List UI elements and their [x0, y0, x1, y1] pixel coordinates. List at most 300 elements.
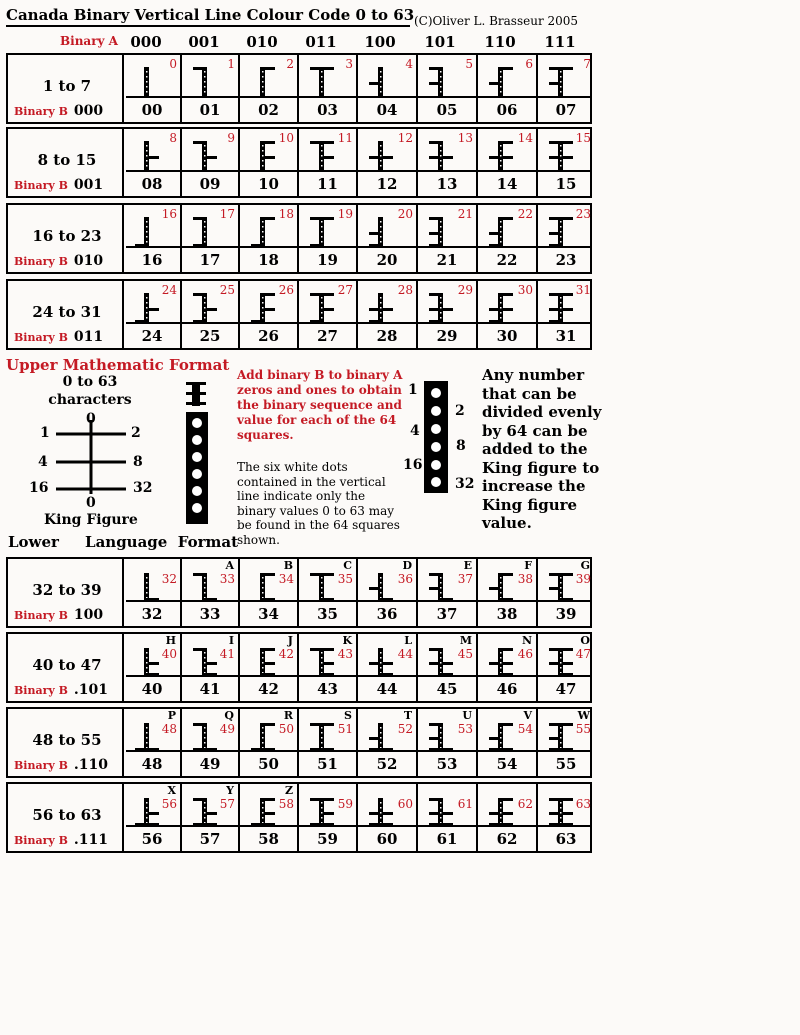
red-value-label: 56 [161, 797, 177, 811]
code-cell [299, 281, 356, 322]
code-cell [418, 129, 476, 170]
upper-format-heading: Upper Mathematic Format [6, 356, 230, 374]
decimal-value: 12 [376, 175, 398, 193]
code-cell [182, 559, 238, 600]
decimal-value: 52 [376, 755, 398, 773]
decimal-value: 55 [555, 755, 577, 773]
letter-label: X [167, 784, 176, 797]
code-cell [358, 129, 416, 170]
decimal-value: 51 [317, 755, 338, 773]
red-value-label: 7 [583, 57, 591, 71]
red-value-label: 20 [397, 207, 413, 221]
decimal-value: 02 [258, 101, 279, 119]
red-value-label: 21 [457, 207, 473, 221]
red-value-label: 26 [278, 283, 294, 297]
red-value-label: 63 [575, 797, 591, 811]
letter-label: P [167, 709, 176, 722]
decimal-value: 17 [199, 251, 221, 269]
binary-glyph-icon [486, 213, 522, 249]
binary-a-header: 101 [424, 33, 456, 51]
red-value-label: 50 [278, 722, 294, 736]
letter-label: Z [284, 784, 293, 797]
binary-b-bits: .110 [73, 757, 109, 773]
letter-label: V [523, 709, 532, 722]
red-value-label: 52 [397, 722, 413, 736]
letter-label: F [524, 559, 532, 572]
decimal-value: 57 [199, 830, 221, 848]
red-value-label: 55 [575, 722, 591, 736]
code-cell [478, 634, 536, 675]
code-cell [418, 709, 476, 750]
code-block [6, 557, 592, 628]
dot-weight-4: 4 [410, 423, 420, 439]
red-value-label: 8 [169, 131, 177, 145]
red-value-label: 9 [227, 131, 235, 145]
decimal-value: 13 [436, 175, 458, 193]
binary-glyph-icon [486, 137, 522, 173]
code-block [6, 707, 592, 778]
binary-b-bits: .111 [73, 832, 109, 848]
copyright: (C)Oliver L. Brasseur 2005 [414, 14, 579, 28]
letter-label: E [463, 559, 472, 572]
decimal-value: 48 [141, 755, 163, 773]
code-cell [240, 559, 297, 600]
decimal-value: 24 [141, 327, 163, 345]
characters-line2: characters [48, 392, 132, 408]
binary-b-text: Binary B [14, 759, 68, 772]
code-cell [418, 281, 476, 322]
decimal-value: 30 [496, 327, 518, 345]
code-cell [538, 129, 594, 170]
red-value-label: 22 [517, 207, 533, 221]
code-cell [240, 205, 297, 246]
king-left-16: 16 [29, 480, 49, 496]
binary-b-label [14, 832, 108, 848]
code-cell [240, 709, 297, 750]
code-cell [538, 281, 594, 322]
binary-glyph-icon [307, 63, 343, 99]
range-label: 32 to 39 [32, 581, 102, 599]
code-cell [124, 634, 180, 675]
binary-glyph-icon [366, 137, 402, 173]
binary-glyph-icon [426, 792, 462, 828]
code-cell [299, 784, 356, 825]
red-value-label: 48 [161, 722, 177, 736]
code-cell [240, 784, 297, 825]
decimal-value: 38 [496, 605, 518, 623]
red-value-label: 54 [517, 722, 533, 736]
decimal-value: 35 [317, 605, 338, 623]
page-title: Canada Binary Vertical Line Colour Code 0 to 63 [6, 6, 415, 24]
decimal-value: 45 [436, 680, 458, 698]
binary-a-header: 111 [544, 33, 576, 51]
binary-b-label [14, 757, 108, 773]
code-cell [124, 559, 180, 600]
code-cell [182, 784, 238, 825]
letter-label: U [462, 709, 472, 722]
red-value-label: 60 [397, 797, 413, 811]
red-value-label: 28 [397, 283, 413, 297]
dot-weight-32: 32 [455, 476, 475, 492]
decimal-value: 46 [496, 680, 518, 698]
code-block [6, 203, 592, 274]
range-label: 8 to 15 [37, 151, 97, 169]
red-value-label: 30 [517, 283, 533, 297]
decimal-value: 10 [258, 175, 279, 193]
decimal-value: 14 [496, 175, 518, 193]
binary-glyph-icon [426, 63, 462, 99]
king-right-32: 32 [133, 480, 153, 496]
code-cell [538, 205, 594, 246]
red-value-label: 33 [219, 572, 235, 586]
code-cell [478, 55, 536, 96]
red-value-label: 44 [397, 647, 413, 661]
code-cell [124, 55, 180, 96]
binary-b-label [14, 607, 103, 623]
decimal-value: 50 [258, 755, 279, 773]
decimal-value: 07 [555, 101, 577, 119]
code-cell [478, 784, 536, 825]
range-label: 56 to 63 [32, 806, 102, 824]
red-value-label: 42 [278, 647, 294, 661]
binary-glyph-icon [366, 289, 402, 325]
binary-glyph-icon [366, 567, 402, 603]
code-cell [358, 784, 416, 825]
decimal-value: 01 [199, 101, 221, 119]
binary-glyph-icon [426, 289, 462, 325]
red-value-label: 35 [337, 572, 353, 586]
binary-glyph-icon [366, 717, 402, 753]
red-value-label: 16 [161, 207, 177, 221]
code-cell [182, 129, 238, 170]
red-value-label: 4 [405, 57, 413, 71]
code-cell [240, 634, 297, 675]
binary-glyph-icon [486, 63, 522, 99]
code-cell [478, 709, 536, 750]
letter-label: C [343, 559, 352, 572]
letter-label: S [344, 709, 352, 722]
red-value-label: 15 [575, 131, 591, 145]
dot-weight-2: 2 [455, 403, 465, 419]
decimal-value: 61 [436, 830, 458, 848]
binary-a-header: 011 [305, 33, 337, 51]
code-cell [358, 55, 416, 96]
binary-glyph-icon [486, 289, 522, 325]
red-value-label: 23 [575, 207, 591, 221]
code-cell [299, 129, 356, 170]
dot-weight-8: 8 [456, 438, 466, 454]
decimal-value: 34 [258, 605, 279, 623]
decimal-value: 23 [555, 251, 577, 269]
code-cell [418, 55, 476, 96]
king-figure-caption: King Figure [44, 512, 138, 528]
binary-b-text: Binary B [14, 331, 68, 344]
range-label: 16 to 23 [32, 227, 102, 245]
red-value-label: 45 [457, 647, 473, 661]
decimal-value: 32 [141, 605, 163, 623]
binary-b-text: Binary B [14, 255, 68, 268]
letter-label: W [577, 709, 590, 722]
red-value-label: 57 [219, 797, 235, 811]
code-cell [538, 709, 594, 750]
decimal-value: 19 [317, 251, 338, 269]
code-cell [124, 784, 180, 825]
decimal-value: 20 [376, 251, 398, 269]
code-cell [182, 205, 238, 246]
binary-b-bits: .101 [73, 682, 109, 698]
code-cell [240, 55, 297, 96]
binary-glyph-icon [190, 63, 226, 99]
letter-label: Q [224, 709, 234, 722]
code-cell [538, 559, 594, 600]
binary-b-text: Binary B [14, 609, 68, 622]
decimal-value: 56 [141, 830, 163, 848]
binary-glyph-icon [486, 642, 522, 678]
binary-a-header: 010 [246, 33, 278, 51]
decimal-value: 31 [555, 327, 577, 345]
binary-b-text: Binary B [14, 834, 68, 847]
code-block [6, 53, 592, 124]
code-cell [124, 129, 180, 170]
red-value-label: 59 [337, 797, 353, 811]
binary-a-header: 000 [130, 33, 162, 51]
binary-dot-column [424, 381, 450, 495]
red-value-label: 13 [457, 131, 473, 145]
letter-label: H [165, 634, 176, 647]
dot-weight-16: 16 [403, 457, 423, 473]
code-cell [418, 559, 476, 600]
red-value-label: 32 [161, 572, 177, 586]
code-cell [358, 559, 416, 600]
code-cell [418, 634, 476, 675]
code-cell [182, 634, 238, 675]
binary-glyph-icon [366, 63, 402, 99]
red-value-label: 27 [337, 283, 353, 297]
decimal-value: 08 [141, 175, 163, 193]
red-value-label: 31 [575, 283, 591, 297]
letter-label: Y [226, 784, 234, 797]
decimal-value: 05 [436, 101, 458, 119]
decimal-value: 59 [317, 830, 338, 848]
letter-label: O [580, 634, 590, 647]
decimal-value: 09 [199, 175, 221, 193]
binary-glyph-icon [426, 213, 462, 249]
red-value-label: 43 [337, 647, 353, 661]
binary-b-label [14, 103, 103, 119]
decimal-value: 06 [496, 101, 518, 119]
red-value-label: 12 [397, 131, 413, 145]
binary-b-label [14, 682, 108, 698]
code-block [6, 632, 592, 703]
code-cell [182, 281, 238, 322]
letter-label: B [283, 559, 293, 572]
binary-a-header: 110 [484, 33, 516, 51]
code-block [6, 782, 592, 853]
red-value-label: 40 [161, 647, 177, 661]
code-cell [299, 205, 356, 246]
code-cell [299, 634, 356, 675]
decimal-value: 21 [436, 251, 458, 269]
red-value-label: 61 [457, 797, 473, 811]
binary-glyph-icon [426, 567, 462, 603]
binary-b-text: Binary B [14, 105, 68, 118]
binary-glyph-icon [366, 213, 402, 249]
red-value-label: 49 [219, 722, 235, 736]
code-cell [124, 281, 180, 322]
king-top-label: 0 [86, 411, 96, 427]
code-cell [124, 205, 180, 246]
decimal-value: 15 [555, 175, 577, 193]
decimal-value: 03 [317, 101, 338, 119]
decimal-value: 11 [317, 175, 338, 193]
code-cell [358, 281, 416, 322]
code-cell [418, 784, 476, 825]
code-cell [358, 205, 416, 246]
code-cell [299, 559, 356, 600]
decimal-value: 25 [199, 327, 221, 345]
decimal-value: 60 [376, 830, 398, 848]
code-block [6, 279, 592, 350]
code-cell [182, 709, 238, 750]
decimal-value: 27 [317, 327, 338, 345]
code-cell [478, 559, 536, 600]
decimal-value: 33 [199, 605, 221, 623]
letter-label: L [404, 634, 412, 647]
decimal-value: 43 [317, 680, 338, 698]
code-cell [358, 709, 416, 750]
red-value-label: 5 [465, 57, 473, 71]
red-value-label: 47 [575, 647, 591, 661]
code-cell [124, 709, 180, 750]
code-cell [299, 55, 356, 96]
vertical-line-symbol [184, 380, 214, 528]
letter-label: K [342, 634, 352, 647]
decimal-value: 44 [376, 680, 398, 698]
decimal-value: 42 [258, 680, 279, 698]
range-label: 48 to 55 [32, 731, 102, 749]
red-value-label: 19 [337, 207, 353, 221]
letter-label: I [228, 634, 234, 647]
red-value-label: 24 [161, 283, 177, 297]
red-value-label: 11 [337, 131, 353, 145]
binary-glyph-icon [248, 63, 284, 99]
binary-b-bits: 100 [73, 607, 104, 623]
letter-label: D [402, 559, 412, 572]
decimal-value: 28 [376, 327, 398, 345]
decimal-value: 36 [376, 605, 398, 623]
letter-label: J [287, 634, 293, 647]
binary-glyph-icon [486, 567, 522, 603]
red-value-label: 29 [457, 283, 473, 297]
code-cell [478, 281, 536, 322]
king-left-1: 1 [40, 425, 50, 441]
red-value-label: 14 [517, 131, 533, 145]
binary-b-text: Binary B [14, 684, 68, 697]
red-value-label: 3 [345, 57, 353, 71]
binary-b-label [14, 177, 103, 193]
decimal-value: 63 [555, 830, 577, 848]
decimal-value: 37 [436, 605, 458, 623]
binary-b-bits: 000 [73, 103, 104, 119]
binary-glyph-icon [426, 717, 462, 753]
binary-b-label [14, 329, 103, 345]
code-cell [538, 784, 594, 825]
red-value-label: 17 [219, 207, 235, 221]
code-cell [240, 281, 297, 322]
binary-b-bits: 010 [73, 253, 104, 269]
red-value-label: 0 [169, 57, 177, 71]
red-value-label: 36 [397, 572, 413, 586]
decimal-value: 40 [141, 680, 163, 698]
red-value-label: 18 [278, 207, 294, 221]
red-value-label: 10 [278, 131, 294, 145]
binary-a-header: 100 [364, 33, 396, 51]
binary-instruction-note: Add binary B to binary A zeros and ones to obtain the binary sequence and value for each of the 64 squares. [237, 368, 403, 442]
title-underline [6, 25, 410, 27]
red-value-label: 34 [278, 572, 294, 586]
king-figure-note: Any number that can be divided evenly by 64 can be added to the King figure to increase the King figure value. [482, 366, 602, 532]
binary-glyph-icon [486, 717, 522, 753]
decimal-value: 58 [258, 830, 279, 848]
red-value-label: 1 [227, 57, 235, 71]
red-value-label: 6 [525, 57, 533, 71]
king-bottom-label: 0 [86, 495, 96, 511]
binary-glyph-icon [546, 63, 582, 99]
red-value-label: 46 [517, 647, 533, 661]
decimal-value: 53 [436, 755, 458, 773]
letter-label: R [283, 709, 293, 722]
decimal-value: 04 [376, 101, 398, 119]
code-cell [478, 205, 536, 246]
code-cell [478, 129, 536, 170]
red-value-label: 2 [286, 57, 294, 71]
binary-b-label [14, 253, 103, 269]
letter-label: T [403, 709, 412, 722]
letter-label: G [580, 559, 590, 572]
red-value-label: 37 [457, 572, 473, 586]
decimal-value: 16 [141, 251, 163, 269]
binary-glyph-icon [190, 137, 226, 173]
decimal-value: 54 [496, 755, 518, 773]
letter-label: M [459, 634, 472, 647]
code-cell [358, 634, 416, 675]
characters-line1: 0 to 63 [62, 374, 118, 390]
white-dots-note: The six white dots contained in the vertical line indicate only the binary values 0 to 63 may be found in the 64 squares shown. [237, 460, 400, 547]
red-value-label: 25 [219, 283, 235, 297]
decimal-value: 29 [436, 327, 458, 345]
binary-glyph-icon [486, 792, 522, 828]
red-value-label: 41 [219, 647, 235, 661]
code-cell [538, 55, 594, 96]
binary-glyph-icon [426, 137, 462, 173]
binary-glyph-icon [366, 642, 402, 678]
range-label: 1 to 7 [42, 77, 92, 95]
decimal-value: 22 [496, 251, 518, 269]
red-value-label: 62 [517, 797, 533, 811]
code-cell [299, 709, 356, 750]
king-left-4: 4 [38, 454, 48, 470]
decimal-value: 47 [555, 680, 577, 698]
binary-glyph-icon [366, 792, 402, 828]
king-right-8: 8 [133, 454, 143, 470]
decimal-value: 00 [141, 101, 163, 119]
red-value-label: 39 [575, 572, 591, 586]
letter-label: N [521, 634, 532, 647]
decimal-value: 62 [496, 830, 518, 848]
letter-label: A [225, 559, 234, 572]
range-label: 24 to 31 [32, 303, 102, 321]
red-value-label: 58 [278, 797, 294, 811]
